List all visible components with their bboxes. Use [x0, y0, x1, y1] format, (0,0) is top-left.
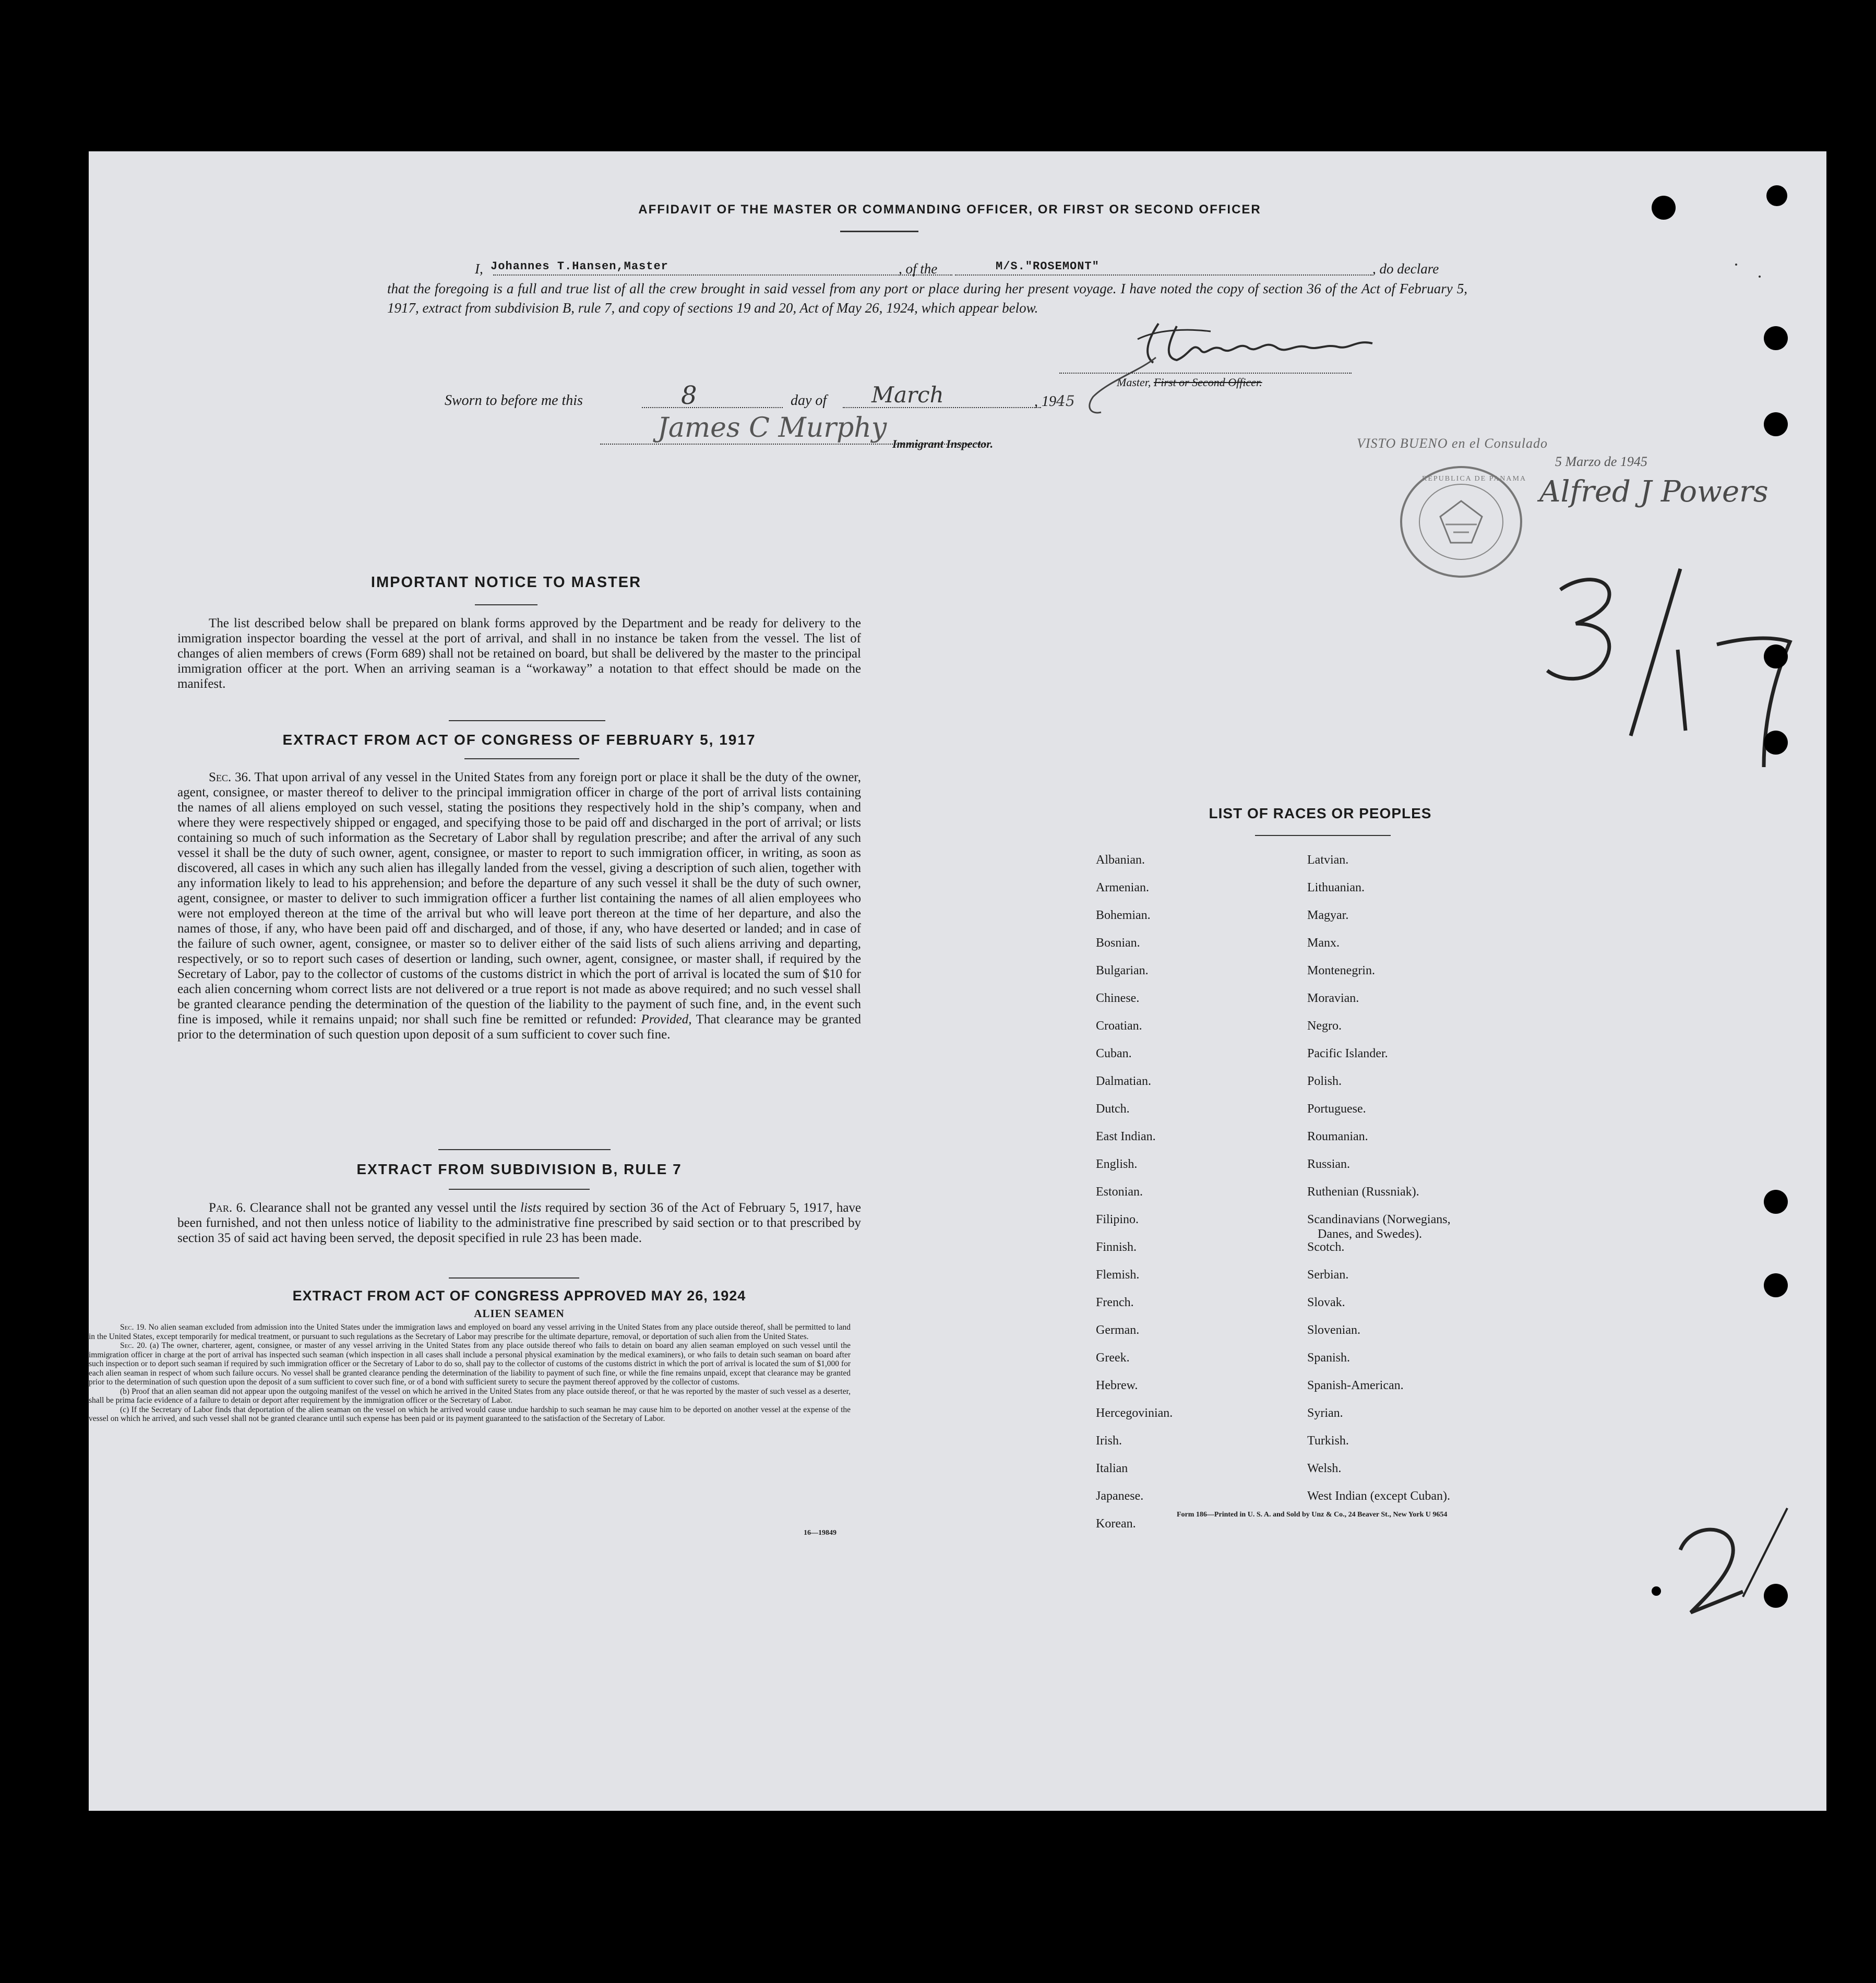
punch-hole [1764, 644, 1788, 668]
sworn-flourish [1078, 355, 1161, 417]
race-item: Magyar. [1307, 909, 1349, 922]
race-item: East Indian. [1096, 1130, 1156, 1143]
race-item: Italian [1096, 1462, 1128, 1475]
extract-1917-text [177, 770, 861, 1042]
rule7-text [177, 1200, 861, 1246]
title-rule [840, 231, 918, 232]
affidavit-title: AFFIDAVIT OF THE MASTER OR COMMANDING OFFICER, OR FIRST OR SECOND OFFICER [638, 202, 1261, 217]
sec-20a-paragraph [89, 1341, 851, 1387]
race-item: Syrian. [1307, 1406, 1343, 1420]
race-item: Cuban. [1096, 1047, 1132, 1060]
handwritten-fraction [1529, 558, 1863, 778]
rule7-text-a: Clearance shall not be granted any vessel until the [249, 1201, 517, 1215]
year-suffix: 45 [1056, 392, 1075, 410]
race-item: Negro. [1307, 1019, 1342, 1033]
race-item: Filipino. [1096, 1213, 1139, 1226]
master-caption-prefix: Master, [1117, 376, 1151, 389]
race-item: Danes, and Swedes). [1318, 1227, 1422, 1241]
sec-20a-text: (a) The owner, charterer, agent, consignee, or master of any vessel arriving in the United States from any place outside thereof who fails to detain on board any alien seaman employed on such vessel until the immigration officer in charge at the port of arrival has inspected such seaman (which inspection in all cases shall include a personal physical examination by the medical examiners), or who fails to detain such seaman on board after such inspection or to deport such seaman if required by such immigration officer or the Secretary of Labor to do so, shall pay to the collector of customs of the customs district in which the port of arrival is located the sum of $1,000 for each alien seaman in respect of whom such failure occurs. No vessel shall be granted clearance pending the determination of the liability to payment of such fine, or while the fine remains unpaid, except that clearance may be granted prior to the determination of such question upon the deposit of a sum sufficient to cover such fine, or of a bond with sufficient surety to secure the payment thereof approved by the collector of customs. [89, 1341, 851, 1387]
affidavit-text: that the foregoing is a full and true list of all the crew brought in said vessel from any port or place during her present voyage. I have noted the copy of section 36 of the Act of February 5, 1917, extract from subdivision B, rule 7, and copy of sections 19 and 20, Act of May 26, 1924, which appear below. [387, 281, 1467, 316]
inspector-label: Immigrant Inspector. [892, 437, 994, 450]
stamp-text: VISTO BUENO en el Consulado [1357, 436, 1548, 451]
do-declare: , do declare [1372, 261, 1439, 277]
race-item: Flemish. [1096, 1268, 1140, 1282]
race-item: Finnish. [1096, 1240, 1137, 1254]
race-item: Spanish. [1307, 1351, 1351, 1365]
race-item: Turkish. [1307, 1434, 1349, 1448]
race-item: English. [1096, 1157, 1138, 1171]
provided-label: Provided, [641, 1012, 692, 1026]
punch-hole [1764, 1190, 1788, 1214]
stray-dot [1759, 276, 1761, 278]
race-item: Bohemian. [1096, 909, 1151, 922]
races-rule [1255, 835, 1391, 836]
day-of-label: day of [791, 392, 827, 409]
form-code: 16—19849 [804, 1529, 837, 1537]
notice-text: The list described below shall be prepared on blank forms approved by the Department and be ready for delivery to the immigration inspector boarding the vessel at the port of arrival, and shall in no instance be taken from the vessel. The list of changes of alien members of crews (Form 689) shall not be retained on board, but shall be delivered by the master to the principal immigration officer at the port. When an arriving seaman is a “workaway” a notation to that effect should be made on the manifest. [177, 616, 861, 691]
punch-hole [1764, 326, 1788, 350]
race-item: Hercegovinian. [1096, 1406, 1173, 1420]
notice-rule [475, 604, 537, 605]
race-item: Albanian. [1096, 853, 1145, 867]
par-6-label: Par. 6. [209, 1201, 246, 1215]
race-item: Bulgarian. [1096, 964, 1149, 977]
i-label: I, [475, 261, 483, 277]
punch-hole [1652, 196, 1676, 220]
rule7-end-rule [449, 1277, 579, 1279]
sworn-label: Sworn to before me this [445, 392, 583, 409]
race-item: Scandinavians (Norwegians, [1307, 1213, 1451, 1226]
race-item: Dutch. [1096, 1102, 1130, 1116]
declarant-line [493, 274, 952, 276]
rule7-title: EXTRACT FROM SUBDIVISION B, RULE 7 [356, 1161, 682, 1177]
document-sheet [89, 151, 1826, 1811]
race-item: French. [1096, 1296, 1134, 1309]
race-item: Latvian. [1307, 853, 1349, 867]
race-item: Japanese. [1096, 1489, 1144, 1503]
race-item: Dalmatian. [1096, 1074, 1151, 1088]
race-item: Welsh. [1307, 1462, 1342, 1475]
stamp-date: 5 Marzo de 1945 [1555, 454, 1647, 469]
stray-dot [1735, 264, 1737, 266]
punch-hole [1764, 731, 1788, 755]
race-item: Chinese. [1096, 992, 1140, 1005]
notice-title: IMPORTANT NOTICE TO MASTER [371, 574, 642, 591]
sec-19-paragraph [89, 1323, 851, 1341]
extract-1924-title: EXTRACT FROM ACT OF CONGRESS APPROVED MAY 26, 1924 [292, 1288, 746, 1304]
declarant-name: Johannes T.Hansen,Master [491, 260, 668, 273]
sec-19-text: No alien seaman excluded from admission into the United States under the immigration laws and employed on board any vessel arriving in the United States from any place outside thereof, shall be permitted to land in the United States, except temporarily for medical treatment, or pursuant to such regulations as the Secretary of Labor may prescribe for the ultimate departure, removal, or deportation of such alien from the United States. [89, 1323, 851, 1341]
race-item: Irish. [1096, 1434, 1122, 1448]
punch-hole [1652, 1586, 1661, 1596]
sec-36-label: Sec. 36. [209, 770, 252, 784]
extract-1924-text [89, 1323, 851, 1424]
race-item: Hebrew. [1096, 1379, 1138, 1392]
punch-hole [1764, 412, 1788, 436]
consul-signature: Alfred J Powers [1539, 475, 1769, 509]
race-item: Slovak. [1307, 1296, 1345, 1309]
sworn-month-value: March [871, 382, 944, 408]
rule7-rule [449, 1189, 590, 1190]
race-item: Polish. [1307, 1074, 1342, 1088]
sec-36-text: That upon arrival of any vessel in the United States from any foreign port or place it shall be the duty of the owner, agent, consignee, or master thereof to deliver to the principal immigration officer in charge of the port of arrival lists containing the names of all aliens employed on such vessel, stating the positions they respectively hold in the ship’s company, when and where they were respectively shipped or engaged, and specifying those to be paid off and discharged in the port of arrival; or lists containing so much of such information as the Secretary of Labor shall by regulation prescribe; and after the arrival of any such vessel it shall be the duty of such owner, agent, consignee, or master to report to such immigration officer, in writing, as soon as discovered, all cases in which any such alien has illegally landed from the vessel, giving a description of such alien, together with any information likely to lead to his apprehension; and before the departure of any such vessel it shall be the duty of such owner, agent, consignee, or master to deliver to such immigration officer a further list containing the names of all alien employees who were not employed thereon at the time of the arrival but who will leave port thereon at the time of her departure, and also the names of those, if any, who have been paid off and discharged, and of those, if any, who have deserted or landed; and in case of the failure of such owner, agent, consignee, or master so to deliver either of the said lists of such aliens arriving and departing, respectively, or so to report such cases of desertion or landing, such owner, agent, consignee, or master shall, if required by the Secretary of Labor, pay to the collector of customs of the customs district in which the port of arrival is located the sum of $10 for each alien concerning whom correct lists are not delivered or a true report is not made as above required; and no such vessel shall be granted clearance pending the determination of the question of the liability to the payment of such fine, and, in the event such fine is imposed, while it remains unpaid; nor shall such fine be remitted or refunded: [177, 770, 861, 1026]
alien-seamen-subtitle: ALIEN SEAMEN [474, 1307, 565, 1320]
master-caption-struck: First or Second Officer. [1153, 376, 1262, 389]
race-item: Serbian. [1307, 1268, 1349, 1282]
race-item: Spanish-American. [1307, 1379, 1404, 1392]
race-item: Armenian. [1096, 881, 1149, 894]
of-the-label: , of the [899, 261, 938, 277]
sec-36-text-end: That clearance may be granted prior to the determination of such question upon deposit of a sum sufficient to cover such fine. [177, 1012, 861, 1042]
race-item: Scotch. [1307, 1240, 1345, 1254]
race-item: German. [1096, 1323, 1140, 1337]
race-item: Slovenian. [1307, 1323, 1360, 1337]
race-item: Russian. [1307, 1157, 1351, 1171]
master-signature [1127, 318, 1388, 376]
sworn-day-line [642, 407, 783, 408]
sworn-day: 8 [681, 381, 697, 410]
race-item: Korean. [1096, 1517, 1136, 1531]
race-item: Croatian. [1096, 1019, 1142, 1033]
race-item: Lithuanian. [1307, 881, 1365, 894]
punch-hole [1766, 185, 1787, 206]
extract-1917-rule [464, 758, 579, 759]
inspector-signature: James C Murphy [658, 412, 887, 444]
vessel-name: M/S."ROSEMONT" [996, 260, 1100, 273]
year-prefix: , 19 [1034, 393, 1056, 410]
races-title: LIST OF RACES OR PEOPLES [1209, 805, 1432, 821]
extract-1917-title: EXTRACT FROM ACT OF CONGRESS OF FEBRUARY 5, 1917 [282, 732, 756, 748]
race-item: Portuguese. [1307, 1102, 1366, 1116]
race-item: Greek. [1096, 1351, 1130, 1365]
sec-20b-paragraph: (b) Proof that an alien seaman did not appear upon the outgoing manifest of the vessel on which he arrived in the United States from any place outside thereof, or that he was reported by the master of such vessel as a deserter, shall be prima facie evidence of a failure to detain or deport after requirement by the immigration officer or the Secretary of Labor. [89, 1387, 851, 1405]
lists-word: lists [520, 1201, 542, 1215]
extract-1917-end-rule [438, 1149, 611, 1150]
sec-20-label: Sec. 20. [120, 1341, 147, 1350]
sec-19-label: Sec. 19. [120, 1323, 147, 1332]
form-footer: Form 186—Printed in U. S. A. and Sold by Unz & Co., 24 Beaver St., New York U 9654 [1177, 1511, 1448, 1519]
race-item: Moravian. [1307, 992, 1359, 1005]
rule7-text-b: required by section 36 of the Act of February 5, 1917, have been furnished, and not then unless notice of liability to the administrative fine prescribed by said section or to that prescribed by section 35 of said act having been served, the deposit specified in rule 23 has been made. [177, 1201, 862, 1245]
notice-end-rule [449, 720, 605, 721]
race-item: Montenegrin. [1307, 964, 1375, 977]
sworn-year [1034, 392, 1075, 410]
sec-20c-paragraph: (c) If the Secretary of Labor finds that deportation of the alien seaman on the vessel on which he arrived would cause undue hardship to such seaman he may cause him to be deported on another vessel at the expense of the vessel on which he arrived, and such vessel shall not be granted clearance until such expense has been paid or its payment guaranteed to the satisfaction of the Secretary of Labor. [89, 1405, 851, 1423]
race-item: Roumanian. [1307, 1130, 1368, 1143]
race-item: West Indian (except Cuban). [1307, 1489, 1450, 1503]
race-item: Pacific Islander. [1307, 1047, 1388, 1060]
vessel-line [955, 274, 1372, 276]
race-item: Bosnian. [1096, 936, 1140, 950]
seal-text: REPUBLICA DE PANAMA [1422, 475, 1527, 483]
race-item: Estonian. [1096, 1185, 1143, 1199]
punch-hole [1764, 1584, 1788, 1608]
race-item: Manx. [1307, 936, 1340, 950]
race-item: Ruthenian (Russniak). [1307, 1185, 1419, 1199]
punch-hole [1764, 1273, 1788, 1297]
